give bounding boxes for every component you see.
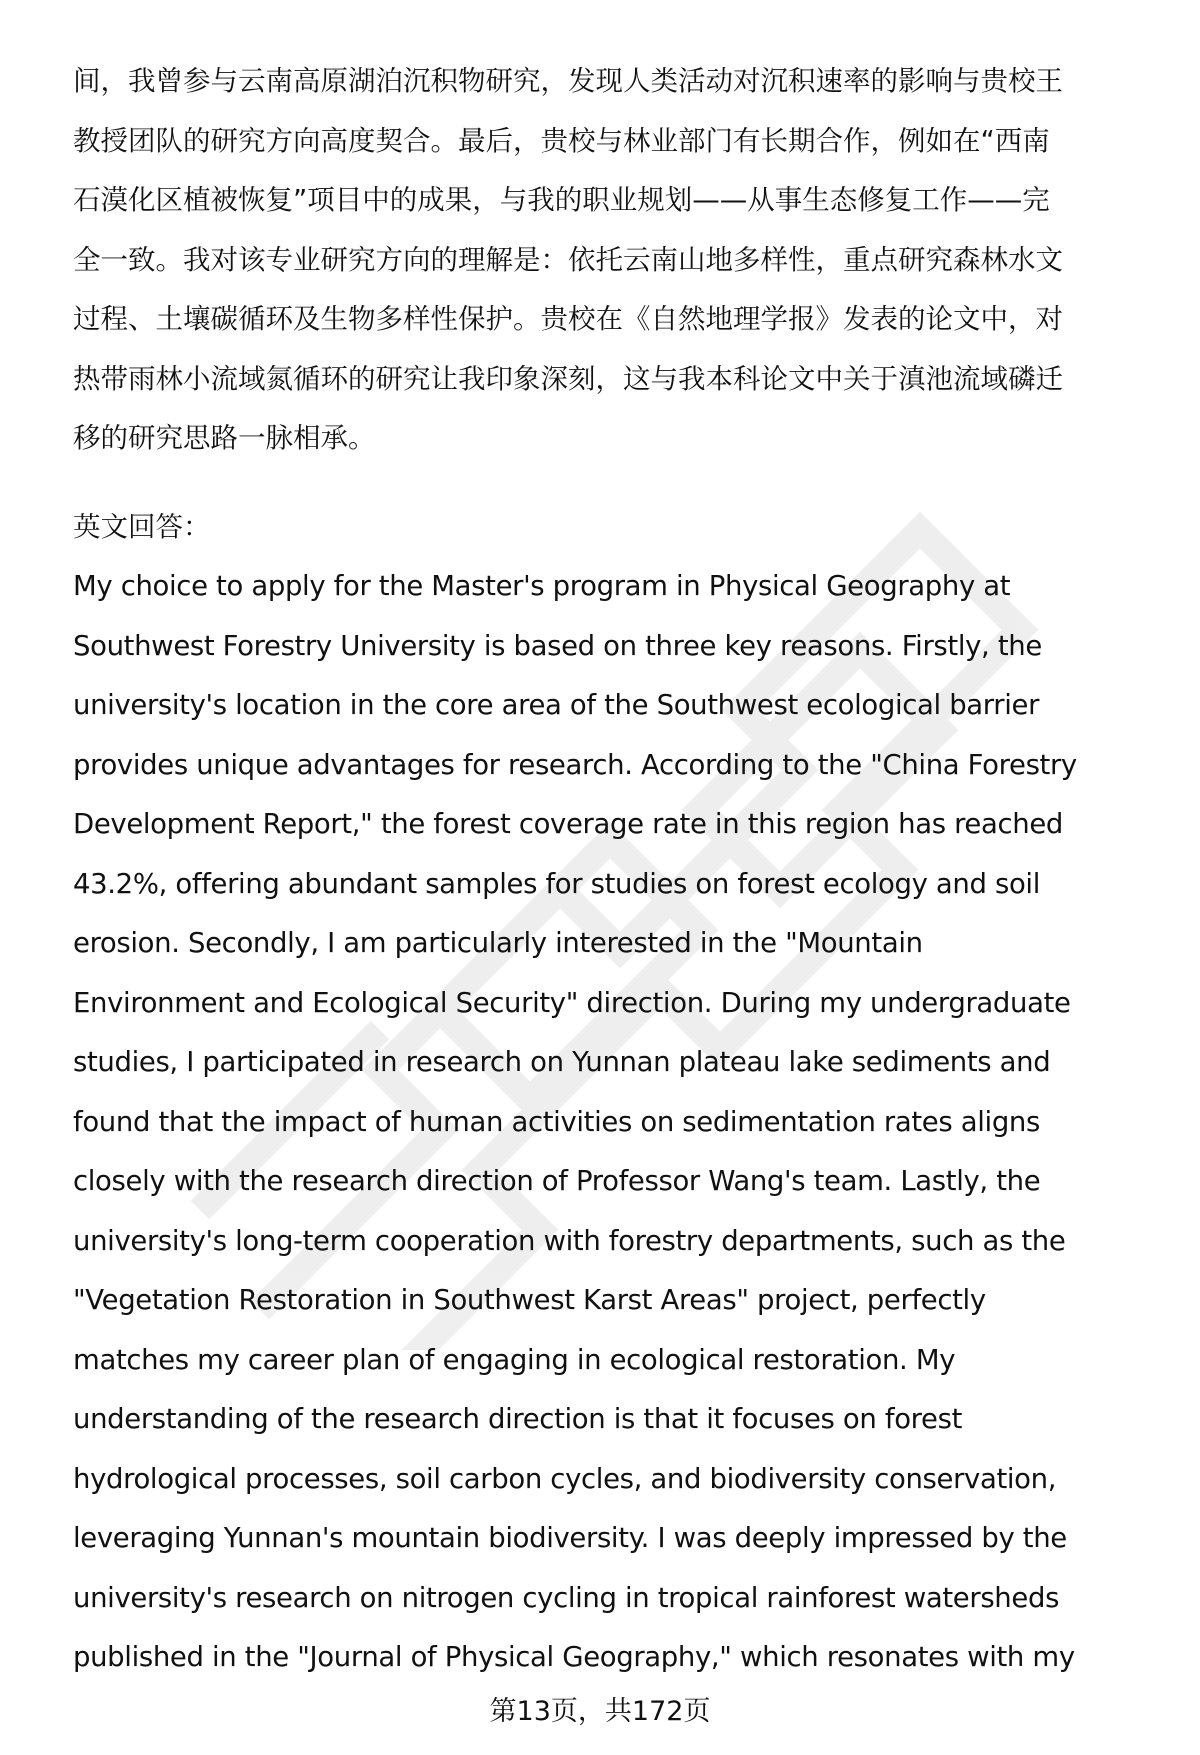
paragraph-line: erosion. Secondly, I am particularly interested in the "Mountain (73, 927, 923, 959)
paragraph-line: 教授团队的研究方向高度契合。最后，贵校与林业部门有长期合作，例如在“西南 (73, 124, 1050, 157)
paragraph-line: university's location in the core area of the Southwest ecological barrier (73, 689, 1040, 721)
paragraph-line: university's long-term cooperation with forestry departments, such as the (73, 1224, 1066, 1257)
paragraph-line: 全一致。我对该专业研究方向的理解是：依托云南山地多样性，重点研究森林水文 (73, 243, 1063, 276)
page-number-footer: 第13页，共172页 (489, 1696, 711, 1727)
paragraph-line: Environment and Ecological Security" direction. During my undergraduate (73, 986, 1071, 1019)
english-paragraph (73, 557, 1173, 1688)
paragraph-line: studies, I participated in research on Yunnan plateau lake sediments and (73, 1046, 1051, 1078)
paragraph-line: "Vegetation Restoration in Southwest Karst Areas" project, perfectly (73, 1284, 986, 1316)
paragraph-line: understanding of the research direction is that it focuses on forest (73, 1403, 963, 1435)
paragraph-line: hydrological processes, soil carbon cycles, and biodiversity conservation, (73, 1462, 1057, 1495)
chinese-paragraph (73, 52, 1173, 469)
english-answer-heading: 英文回答： (73, 510, 211, 543)
paragraph-line: 热带雨林小流域氮循环的研究让我印象深刻，这与我本科论文中关于滇池流域磷迁 (73, 362, 1063, 395)
paragraph-line: published in the "Journal of Physical Geography," which resonates with my (73, 1641, 1075, 1673)
paragraph-line: leveraging Yunnan's mountain biodiversity. I was deeply impressed by the (73, 1522, 1067, 1554)
paragraph-line: matches my career plan of engaging in ecological restoration. My (73, 1343, 956, 1376)
paragraph-line: 移的研究思路一脉相承。 (73, 422, 376, 454)
paragraph-line: 石漠化区植被恢复”项目中的成果，与我的职业规划——从事生态修复工作——完 (73, 184, 1050, 216)
paragraph-line: Development Report," the forest coverage rate in this region has reached (73, 808, 1064, 840)
paragraph-line: closely with the research direction of Professor Wang's team. Lastly, the (73, 1165, 1041, 1197)
paragraph-line: found that the impact of human activities on sedimentation rates aligns (73, 1105, 1040, 1138)
paragraph-line: Southwest Forestry University is based on three key reasons. Firstly, the (73, 629, 1042, 662)
paragraph-line: 43.2%, offering abundant samples for studies on forest ecology and soil (73, 867, 1041, 900)
paragraph-line: My choice to apply for the Master's program in Physical Geography at (73, 570, 1011, 602)
paragraph-line: 间，我曾参与云南高原湖泊沉积物研究，发现人类活动对沉积速率的影响与贵校王 (73, 65, 1063, 97)
paragraph-line: university's research on nitrogen cycling in tropical rainforest watersheds (73, 1581, 1060, 1614)
content-area (73, 52, 1173, 1688)
paragraph-line: 过程、土壤碳循环及生物多样性保护。贵校在《自然地理学报》发表的论文中，对 (73, 303, 1063, 335)
paragraph-line: provides unique advantages for research. According to the "China Forestry (73, 748, 1077, 781)
